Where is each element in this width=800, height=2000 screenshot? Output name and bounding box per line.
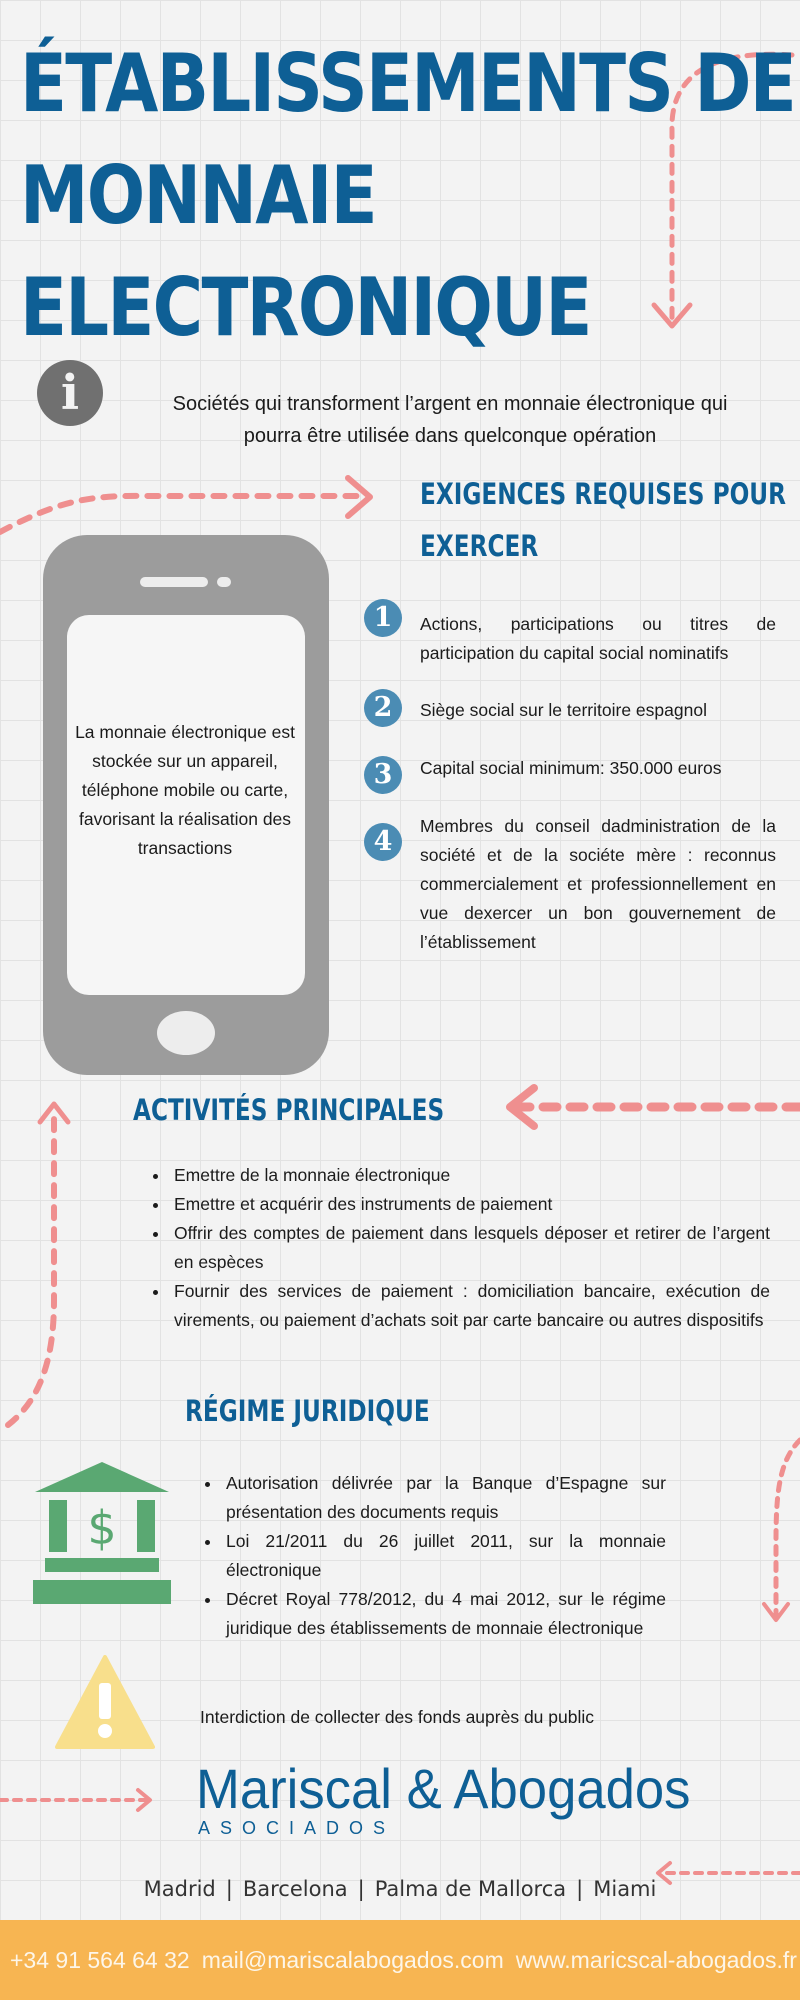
activities-list <box>148 1161 770 1335</box>
intro-text: Sociétés qui transforment l’argent en monnaie électronique qui pourra être utilisée dans quelconque opération <box>172 393 728 447</box>
footer-phone[interactable]: +34 91 564 64 32 <box>10 1947 190 1973</box>
requirement-number-3: 3 <box>364 756 402 794</box>
city-barcelona: Barcelona <box>242 1877 348 1901</box>
requirements-heading <box>420 468 786 572</box>
logo-subtext: ASOCIADOS <box>198 1818 396 1838</box>
dashed-arrow-icon <box>776 1440 800 1618</box>
requirement-text-3: Capital social minimum: 350.000 euros <box>420 758 722 778</box>
info-icon: i <box>37 360 103 426</box>
legal-list <box>200 1469 666 1643</box>
requirement-number-4: 4 <box>364 823 402 861</box>
phone-camera <box>217 577 231 587</box>
footer-email[interactable]: mail@mariscalabogados.com <box>201 1947 504 1973</box>
dashed-arrow-icon <box>0 496 360 532</box>
activity-item-3: • Offrir des comptes de paiement dans lesquels déposer et retirer de l’argent en espèces <box>170 1219 770 1277</box>
requirement-number-1: 1 <box>364 599 402 637</box>
cities-row: Madrid | Barcelona | Palma de Mallorca | Miami <box>143 1877 657 1901</box>
title-line-3: ELECTRONIQUE <box>20 261 591 354</box>
legal-item-2: • Loi 21/2011 du 26 juillet 2011, sur la monnaie électronique <box>222 1527 666 1585</box>
legal-item-3: • Décret Royal 778/2012, du 4 mai 2012, sur le régime juridique des établissements de monnaie électronique <box>222 1585 666 1643</box>
title-line-1: ÉTABLISSEMENTS DE <box>20 37 796 130</box>
title-line-2: MONNAIE <box>20 149 376 242</box>
activity-item-1: • Emettre de la monnaie électronique <box>170 1161 770 1190</box>
phone-description: La monnaie électronique est stockée sur un appareil, téléphone mobile ou carte, favorisant la réalisation des transactions <box>75 722 295 858</box>
requirements-heading-line-1: EXIGENCES REQUISES POUR <box>420 477 787 511</box>
activity-item-2: • Emettre et acquérir des instruments de paiement <box>170 1190 770 1219</box>
legal-item-1: • Autorisation délivrée par la Banque d’Espagne sur présentation des documents requis <box>222 1469 666 1527</box>
requirement-text-2: Siège social sur le territoire espagnol <box>420 700 707 720</box>
warning-text: Interdiction de collecter des fonds auprès du public <box>200 1707 594 1727</box>
city-miami: Miami <box>593 1877 657 1901</box>
phone-home-button <box>157 1011 215 1055</box>
requirement-text-1: Actions, participations ou titres de participation du capital social nominatifs <box>420 614 776 663</box>
bank-dollar-icon <box>33 1462 171 1604</box>
page-title <box>20 28 796 364</box>
logo-text: Mariscal & Abogados <box>196 1757 691 1820</box>
phone-speaker <box>140 577 208 587</box>
svg-text:$: $ <box>87 1501 117 1555</box>
footer-bar <box>0 1920 800 2000</box>
requirement-text-4: Membres du conseil dadministration de la société et de la sociéte mère : reconnus commercialement et professionnellement en vue dexercer un bon gouvernement de l’établissement <box>420 816 776 952</box>
city-madrid: Madrid <box>143 1877 216 1901</box>
city-palma: Palma de Mallorca <box>374 1877 567 1901</box>
activity-item-4: • Fournir des services de paiement : domiciliation bancaire, exécution de virements, ou paiement d’achats soit par carte bancaire ou autres dispositifs <box>170 1277 770 1335</box>
warning-icon <box>55 1655 155 1750</box>
requirement-number-2: 2 <box>364 689 402 727</box>
legal-heading: RÉGIME JURIDIQUE <box>185 1394 430 1428</box>
dashed-arrow-icon <box>8 1110 54 1425</box>
requirements-heading-line-2: EXERCER <box>420 529 539 563</box>
activities-heading: ACTIVITÉS PRINCIPALES <box>133 1093 445 1127</box>
footer-website[interactable]: www.maricscal-abogados.fr <box>515 1947 797 1973</box>
